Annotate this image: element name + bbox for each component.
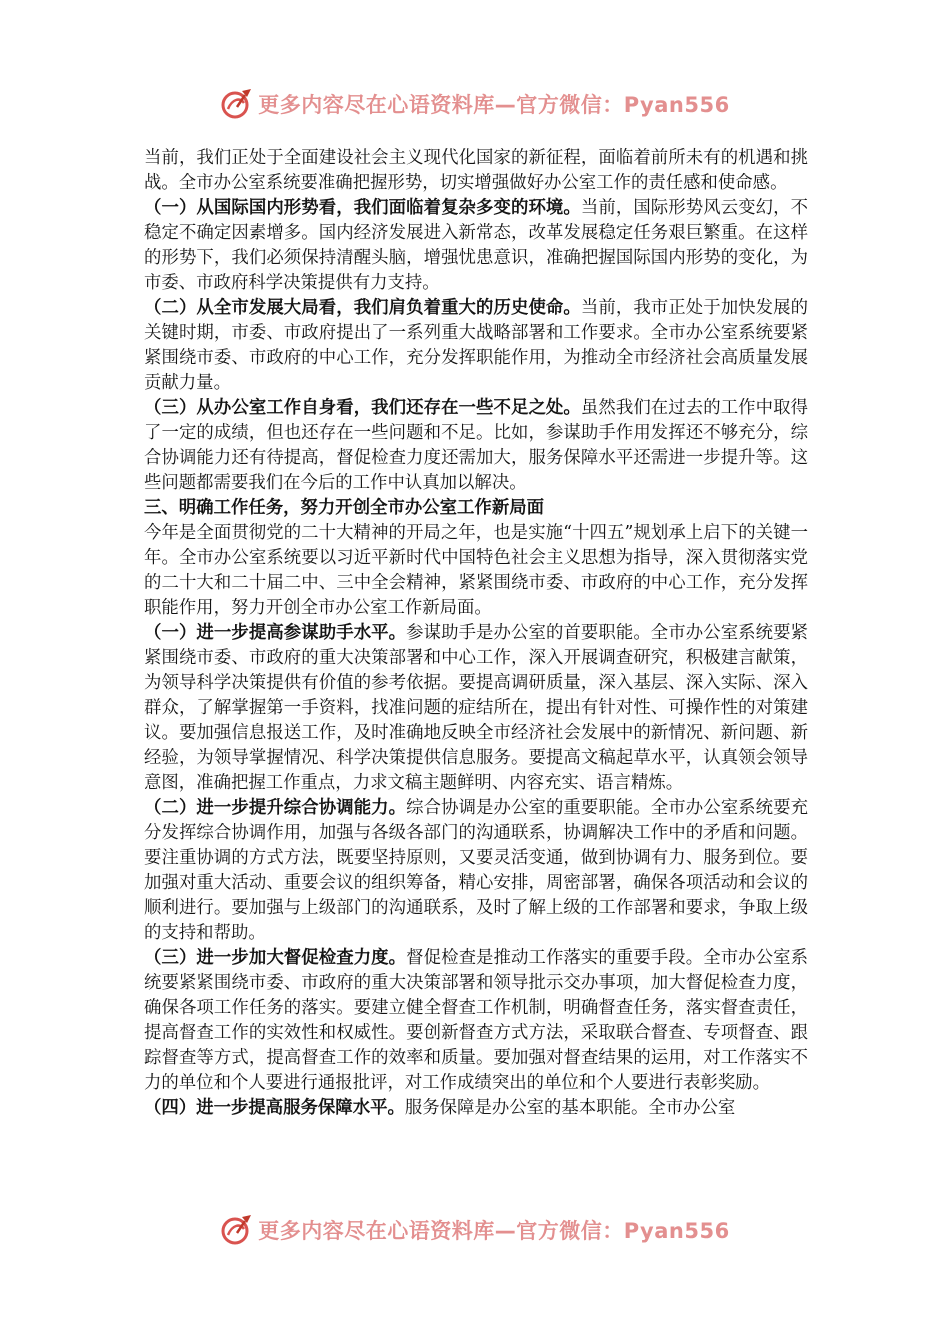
paragraph: 今年是全面贯彻党的二十大精神的开局之年，也是实施“十四五”规划承上启下的关键一年。全市办公室系统要以习近平新时代中国特色社会主义思想为指导，深入贯彻落实党的二十大和二十届二中、三中全会精神，紧紧围绕市委、市政府的中心工作，充分发挥职能作用，努力开创全市办公室工作新局面。 xyxy=(144,523,808,618)
watermark-text: 更多内容尽在心语资料库—官方微信：Pyan556 xyxy=(258,93,730,117)
watermark-text: 更多内容尽在心语资料库—官方微信：Pyan556 xyxy=(258,1219,730,1243)
paragraph: （二）进一步提升综合协调能力。综合协调是办公室的重要职能。全市办公室系统要充分发挥综合协调作用，加强与各级各部门的沟通联系，协调解决工作中的矛盾和问题。要注重协调的方式方法，既要坚持原则，又要灵活变通，做到协调有力、服务到位。要加强对重大活动、重要会议的组织筹备，精心安排，周密部署，确保各项活动和会议的顺利进行。要加强与上级部门的沟通联系，及时了解上级的工作部署和要求，争取上级的支持和帮助。 xyxy=(144,798,808,943)
paragraph: （二）从全市发展大局看，我们肩负着重大的历史使命。当前，我市正处于加快发展的关键时期，市委、市政府提出了一系列重大战略部署和工作要求。全市办公室系统要紧紧围绕市委、市政府的中心工作，充分发挥职能作用，为推动全市经济社会高质量发展贡献力量。 xyxy=(144,298,808,393)
paragraph: 当前，我们正处于全面建设社会主义现代化国家的新征程，面临着前所未有的机遇和挑战。全市办公室系统要准确把握形势，切实增强做好办公室工作的责任感和使命感。 xyxy=(144,148,808,193)
paragraph: （一）进一步提高参谋助手水平。参谋助手是办公室的首要职能。全市办公室系统要紧紧围绕市委、市政府的重大决策部署和中心工作，深入开展调查研究，积极建言献策，为领导科学决策提供有价值的参考依据。要提高调研质量，深入基层、深入实际、深入群众，了解掌握第一手资料，找准问题的症结所在，提出有针对性、可操作性的对策建议。要加强信息报送工作，及时准确地反映全市经济社会发展中的新情况、新问题、新经验，为领导掌握情况、科学决策提供信息服务。要提高文稿起草水平，认真领会领导意图，准确把握工作重点，力求文稿主题鲜明、内容充实、语言精炼。 xyxy=(144,623,808,793)
watermark-header xyxy=(0,84,950,124)
watermark-footer xyxy=(0,1210,950,1250)
paragraph: （三）从办公室工作自身看，我们还存在一些不足之处。虽然我们在过去的工作中取得了一定的成绩，但也还存在一些问题和不足。比如，参谋助手作用发挥还不够充分，综合协调能力还有待提高，督促检查力度还需加大，服务保障水平还需进一步提升等。这些问题都需要我们在今后的工作中认真加以解决。 xyxy=(144,398,808,493)
paragraph: （三）进一步加大督促检查力度。督促检查是推动工作落实的重要手段。全市办公室系统要紧紧围绕市委、市政府的重大决策部署和领导批示交办事项，加大督促检查力度，确保各项工作任务的落实。要建立健全督查工作机制，明确督查任务，落实督查责任，提高督查工作的实效性和权威性。要创新督查方式方法，采取联合督查、专项督查、跟踪督查等方式，提高督查工作的效率和质量。要加强对督查结果的运用，对工作落实不力的单位和个人要进行通报批评，对工作成绩突出的单位和个人要进行表彰奖励。 xyxy=(144,948,808,1093)
section-heading: 三、明确工作任务，努力开创全市办公室工作新局面 xyxy=(144,498,544,518)
paragraph: （一）从国际国内形势看，我们面临着复杂多变的环境。当前，国际形势风云变幻，不稳定不确定因素增多。国内经济发展进入新常态，改革发展稳定任务艰巨繁重。在这样的形势下，我们必须保持清醒头脑，增强忧患意识，准确把握国际国内形势的变化，为市委、市政府科学决策提供有力支持。 xyxy=(144,198,808,293)
pen-swirl-logo-icon xyxy=(220,1213,254,1247)
paragraph: （四）进一步提高服务保障水平。服务保障是办公室的基本职能。全市办公室 xyxy=(144,1098,736,1118)
document-body xyxy=(144,146,808,1121)
pen-swirl-logo-icon xyxy=(220,87,254,121)
